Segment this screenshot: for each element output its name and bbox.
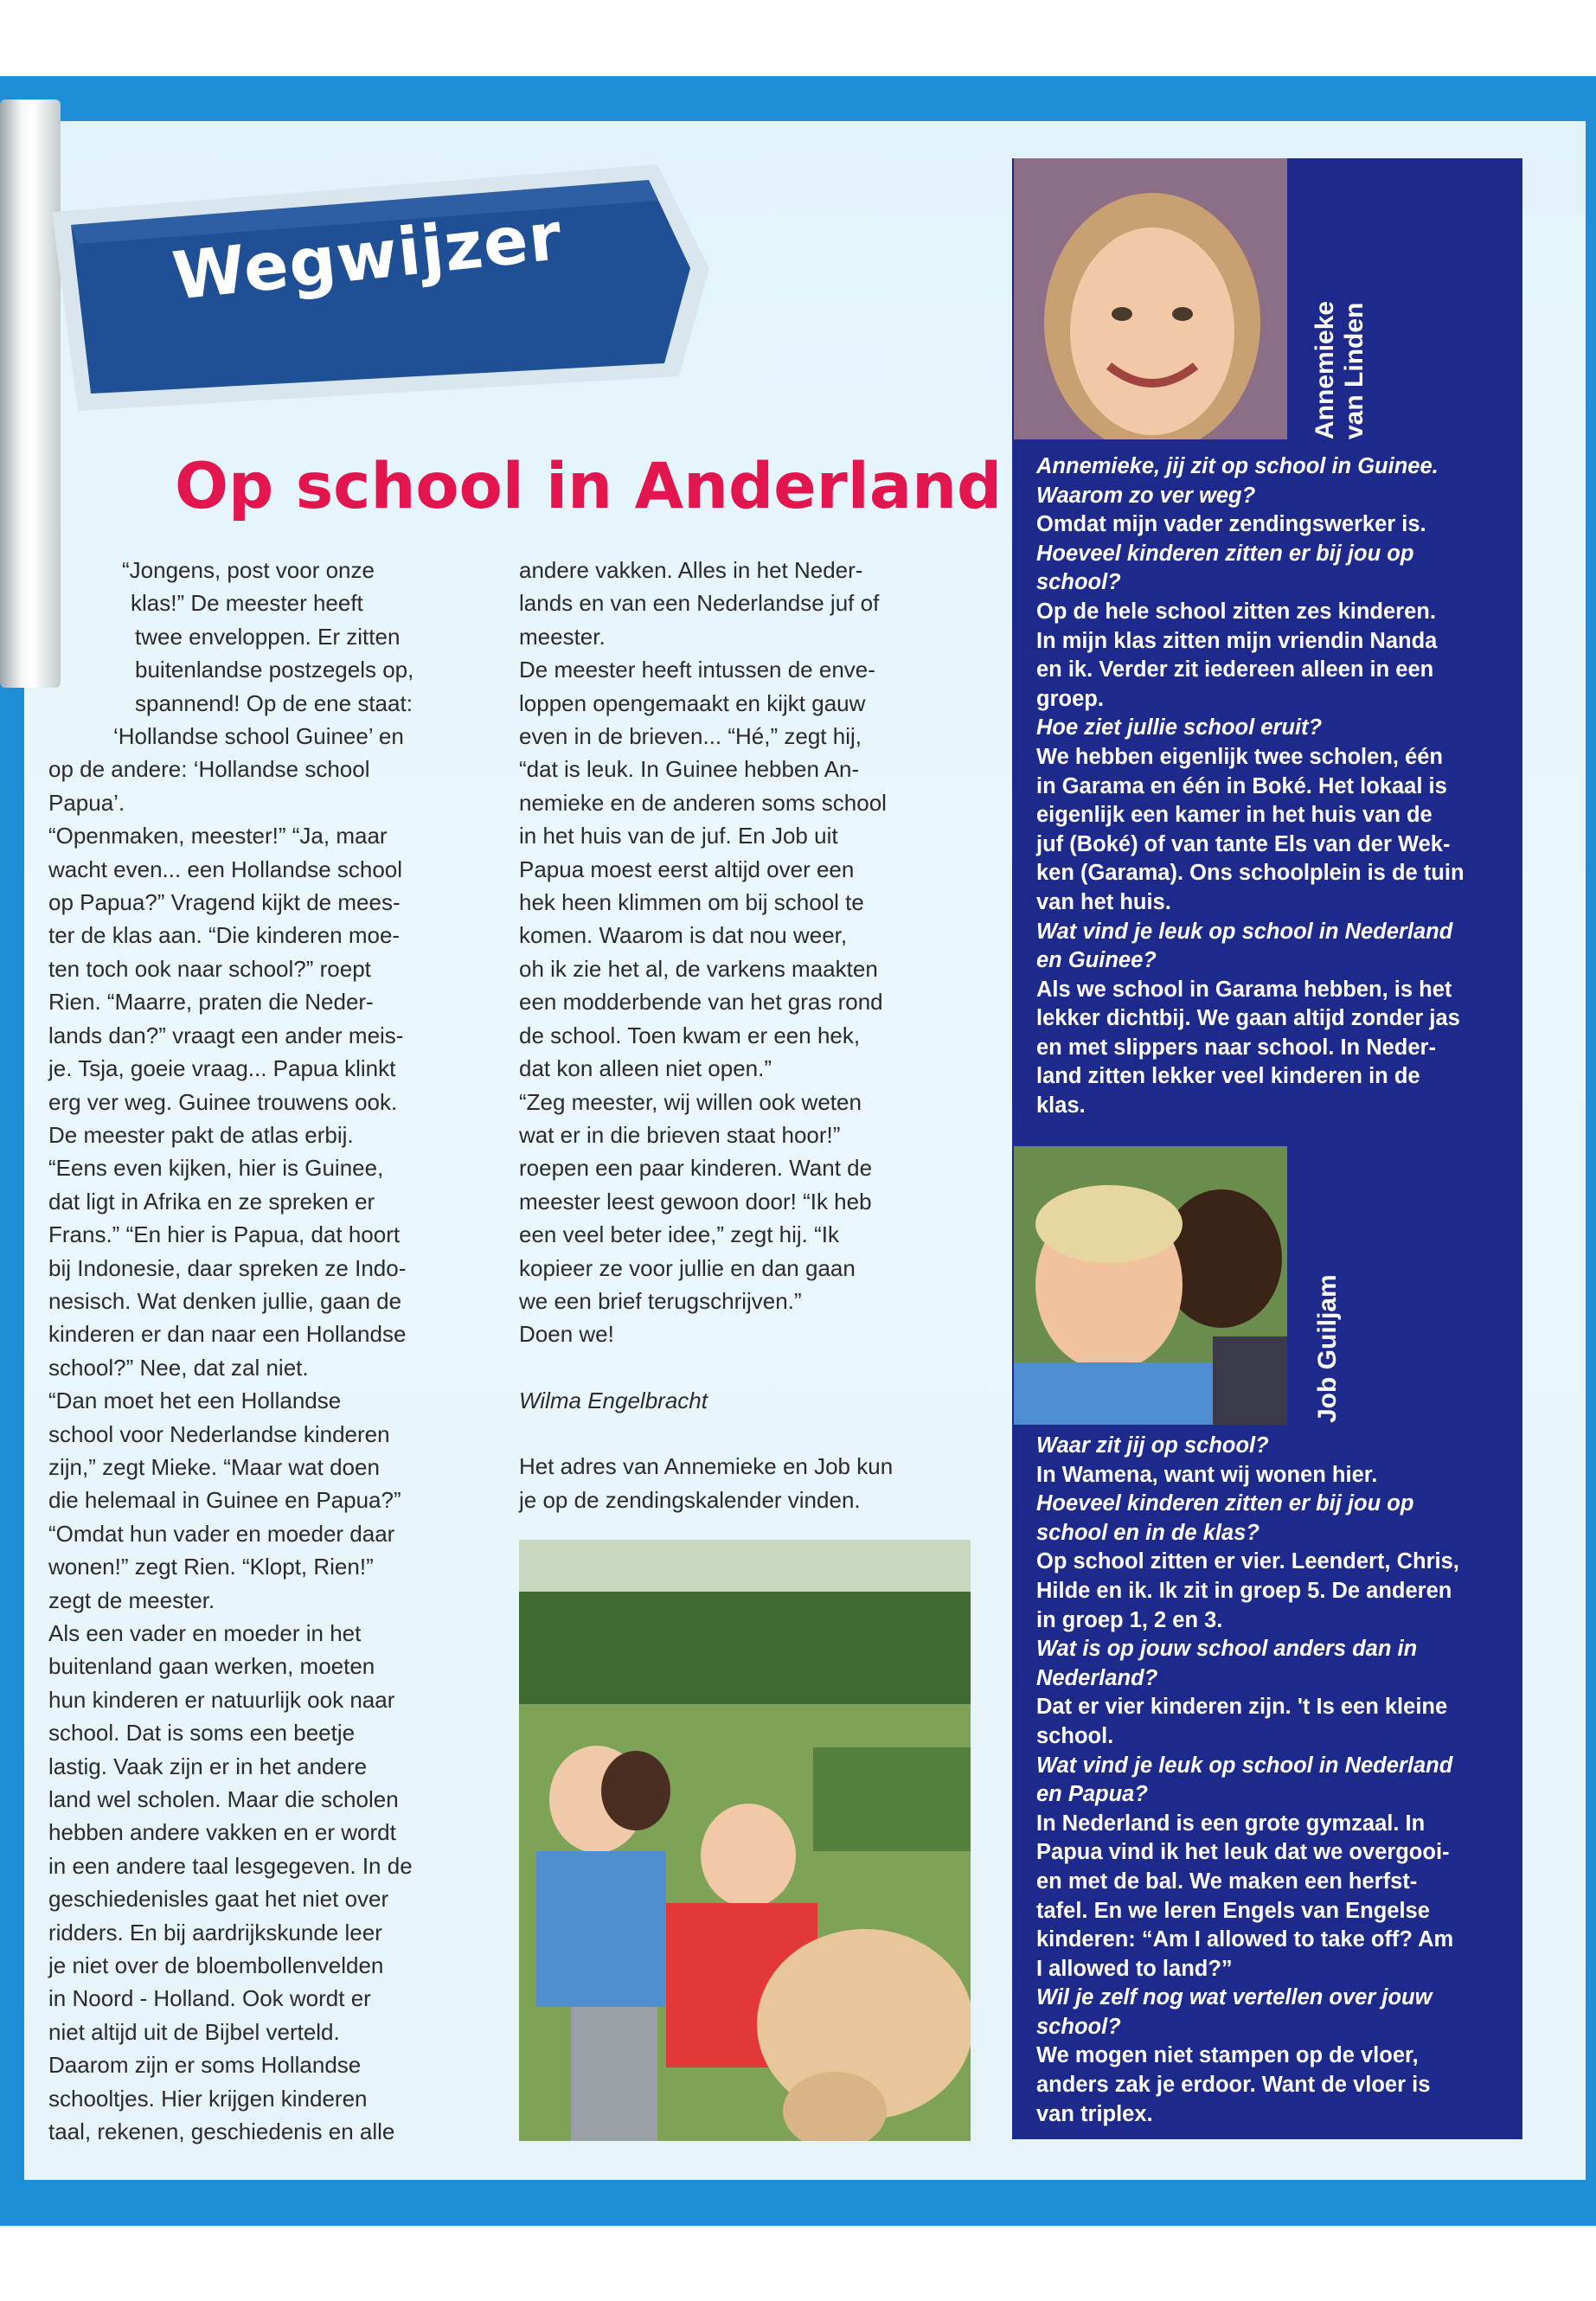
- interview-answer-line: van het huis.: [1036, 889, 1171, 914]
- interview-question-line: Hoe ziet jullie school eruit?: [1036, 715, 1323, 740]
- text-line: Doen we!: [519, 1321, 614, 1348]
- text-line: “Omdat hun vader en moeder daar: [48, 1520, 395, 1547]
- annemieke-name: [1311, 301, 1369, 439]
- interview-question-line: Wat vind je leuk op school in Nederland: [1036, 919, 1453, 944]
- text-line: ‘Hollandse school Guinee’ en: [113, 723, 404, 750]
- interview-question-line: Wil je zelf nog wat vertellen over jouw: [1036, 1985, 1433, 2010]
- text-line: loppen opengemaakt en kijkt gauw: [519, 689, 866, 716]
- interview-answer-line: Dat er vier kinderen zijn. 't Is een kleine: [1036, 1695, 1448, 1720]
- job-photo: [1014, 1146, 1287, 1425]
- text-line: Als een vader en moeder in het: [48, 1620, 362, 1646]
- interview-answer-line: In Wamena, want wij wonen hier.: [1036, 1462, 1378, 1487]
- interview-answer-line: en met slippers naar school. In Neder-: [1036, 1035, 1436, 1060]
- text-line: Frans.” “En hier is Papua, dat hoort: [48, 1221, 401, 1248]
- text-line: buitenland gaan werken, moeten: [48, 1653, 375, 1680]
- text-line: kinderen er dan naar een Hollandse: [48, 1321, 407, 1348]
- interview-answer-line: Hilde en ik. Ik zit in groep 5. De anderen: [1036, 1578, 1452, 1603]
- name-line: van Linden: [1340, 302, 1368, 439]
- job-interview: [1036, 1432, 1459, 2129]
- text-line: die helemaal in Guinee en Papua?”: [48, 1487, 401, 1514]
- text-line: erg ver weg. Guinee trouwens ook.: [48, 1088, 398, 1115]
- text-line: hek heen klimmen om bij school te: [519, 889, 864, 916]
- interview-answer-line: school.: [1036, 1723, 1114, 1748]
- job-name: Job Guiljam: [1313, 1274, 1342, 1423]
- text-line: geschiedenisles gaat het niet over: [48, 1886, 389, 1913]
- interview-answer-line: Op school zitten er vier. Leendert, Chris,: [1036, 1549, 1459, 1574]
- interview-answer-line: We hebben eigenlijk twee scholen, één: [1036, 744, 1443, 769]
- text-line: ridders. En bij aardrijkskunde leer: [48, 1919, 382, 1945]
- text-line: komen. Waarom is dat nou weer,: [519, 922, 848, 949]
- interview-question-line: en Papua?: [1036, 1782, 1148, 1807]
- text-line: lands en van een Nederlandse juf of: [519, 590, 880, 617]
- annemieke-photo: [1014, 158, 1287, 439]
- text-line: de school. Toen kwam er een hek,: [519, 1022, 861, 1048]
- text-line: bij Indonesie, daar spreken ze Indo-: [48, 1254, 407, 1281]
- interview-answer-line: in groep 1, 2 en 3.: [1036, 1607, 1223, 1632]
- interview-answer-line: We mogen niet stampen op de vloer,: [1036, 2043, 1419, 2068]
- interview-question-line: Waar zit jij op school?: [1036, 1433, 1269, 1458]
- interview-answer-line: kinderen: “Am I allowed to take off? Am: [1036, 1927, 1454, 1952]
- text-line: “Eens even kijken, hier is Guinee,: [48, 1155, 384, 1182]
- text-line: “Openmaken, meester!” “Ja, maar: [48, 823, 388, 849]
- article-headline: Op school in Anderland: [175, 450, 1003, 523]
- text-line: school. Dat is soms een beetje: [48, 1720, 356, 1747]
- name-line: Annemieke: [1311, 300, 1339, 439]
- text-line: zijn,” zegt Mieke. “Maar wat doen: [48, 1453, 380, 1480]
- text-line: ter de klas aan. “Die kinderen moe-: [48, 922, 401, 949]
- text-line: zegt de meester.: [48, 1586, 215, 1613]
- text-line: lastig. Vaak zijn er in het andere: [48, 1753, 368, 1779]
- interview-answer-line: Op de hele school zitten zes kinderen.: [1036, 599, 1436, 624]
- text-line: je. Tsja, goeie vraag... Papua klinkt: [48, 1055, 396, 1082]
- text-line: een modderbende van het gras rond: [519, 989, 883, 1016]
- text-line: lands dan?” vraagt een ander meis-: [48, 1022, 404, 1048]
- interview-question-line: Nederland?: [1036, 1665, 1158, 1690]
- text-line: klas!” De meester heeft: [131, 590, 363, 617]
- text-line: dat kon alleen niet open.”: [519, 1055, 772, 1082]
- interview-question-line: Hoeveel kinderen zitten er bij jou op: [1036, 541, 1414, 566]
- interview-question-line: Wat vind je leuk op school in Nederland: [1036, 1753, 1453, 1778]
- text-line: spannend! Op de ene staat:: [135, 689, 413, 716]
- text-line: school?” Nee, dat zal niet.: [48, 1354, 309, 1381]
- interview-answer-line: land zitten lekker veel kinderen in de: [1036, 1064, 1420, 1089]
- text-line: Rien. “Maarre, praten die Neder-: [48, 989, 374, 1016]
- interview-answer-line: anders zak je erdoor. Want de vloer is: [1036, 2073, 1431, 2098]
- text-line: niet altijd uit de Bijbel verteld.: [48, 2018, 340, 2045]
- interview-answer-line: klas.: [1036, 1093, 1086, 1118]
- interview-answer-line: groep.: [1036, 686, 1104, 711]
- text-line: taal, rekenen, geschiedenis en alle: [48, 2118, 395, 2145]
- interview-answer-line: eigenlijk een kamer in het huis van de: [1036, 803, 1433, 828]
- interview-answer-line: en ik. Verder zit iedereen alleen in een: [1036, 657, 1434, 683]
- text-line: wacht even... een Hollandse school: [48, 856, 403, 882]
- interview-answer-line: en met de bal. We maken een herfst-: [1036, 1868, 1418, 1894]
- text-line: wat er in die brieven staat hoor!”: [519, 1121, 841, 1148]
- text-line: nemieke en de anderen soms school: [519, 789, 887, 816]
- text-line: oh ik zie het al, de varkens maakten: [519, 955, 878, 982]
- photo-illustration: [519, 1540, 971, 2141]
- text-line: Daarom zijn er soms Hollandse: [48, 2052, 362, 2079]
- interview-question-line: school?: [1036, 2014, 1121, 2039]
- text-line: dat ligt in Afrika en ze spreken er: [48, 1188, 375, 1215]
- text-line: meester leest gewoon door! “Ik heb: [519, 1188, 872, 1215]
- article-column-1: [48, 554, 472, 2149]
- text-line: schooltjes. Hier krijgen kinderen: [48, 2085, 368, 2112]
- interview-question-line: Wat is op jouw school anders dan in: [1036, 1637, 1418, 1662]
- text-line: je niet over de bloembollenvelden: [48, 1952, 384, 1979]
- interview-answer-line: Als we school in Garama hebben, is het: [1036, 977, 1452, 1002]
- interview-answer-line: Omdat mijn vader zendingswerker is.: [1036, 512, 1426, 537]
- text-line: De meester pakt de atlas erbij.: [48, 1121, 354, 1148]
- text-line: school voor Nederlandse kinderen: [48, 1420, 390, 1447]
- text-line: nesisch. Wat denken jullie, gaan de: [48, 1287, 402, 1314]
- text-line: in Noord - Holland. Ook wordt er: [48, 1985, 371, 2012]
- text-line: op Papua?” Vragend kijkt de mees-: [48, 889, 401, 916]
- text-line: roepen een paar kinderen. Want de: [519, 1155, 873, 1182]
- section-title: Wegwijzer: [169, 197, 566, 315]
- text-line: een veel beter idee,” zegt hij. “Ik: [519, 1221, 839, 1248]
- text-line: “dat is leuk. In Guinee hebben An-: [519, 756, 860, 783]
- text-line: Papua moest eerst altijd over een: [519, 856, 855, 882]
- text-line: De meester heeft intussen de enve-: [519, 657, 875, 683]
- interview-answer-line: lekker dichtbij. We gaan altijd zonder jas: [1036, 1006, 1460, 1031]
- interview-answer-line: tafel. En we leren Engels van Engelse: [1036, 1898, 1430, 1923]
- text-line: meester.: [519, 623, 606, 650]
- annemieke-interview: [1036, 452, 1465, 1121]
- text-line: op de andere: ‘Hollandse school: [48, 756, 370, 783]
- text-line: we een brief terugschrijven.”: [519, 1287, 802, 1314]
- text-line: Papua’.: [48, 789, 125, 816]
- interview-answer-line: juf (Boké) of van tante Els van der Wek-: [1036, 831, 1451, 856]
- portrait-illustration: [1014, 158, 1287, 439]
- text-line: kopieer ze voor jullie en dan gaan: [519, 1254, 856, 1281]
- interview-question-line: school?: [1036, 570, 1121, 595]
- author-signature: Wilma Engelbracht: [519, 1387, 708, 1413]
- text-line: in een andere taal lesgegeven. In de: [48, 1852, 413, 1879]
- interview-answer-line: I allowed to land?”: [1036, 1956, 1233, 1981]
- interview-answer-line: in Garama en één in Boké. Het lokaal is: [1036, 773, 1447, 798]
- text-line: in het huis van de juf. En Job uit: [519, 823, 838, 849]
- interview-answer-line: van triplex.: [1036, 2101, 1153, 2126]
- text-line: “Jongens, post voor onze: [122, 557, 375, 583]
- text-line: twee enveloppen. Er zitten: [135, 623, 401, 650]
- text-line: hebben andere vakken en er wordt: [48, 1819, 396, 1846]
- interview-answer-line: Papua vind ik het leuk dat we overgooi-: [1036, 1840, 1450, 1865]
- interview-answer-line: ken (Garama). Ons schoolplein is de tuin: [1036, 861, 1465, 886]
- interview-question-line: Waarom zo ver weg?: [1036, 483, 1256, 508]
- text-line: andere vakken. Alles in het Neder-: [519, 557, 863, 583]
- text-line: wonen!” zegt Rien. “Klopt, Rien!”: [48, 1554, 374, 1580]
- interview-answer-line: In mijn klas zitten mijn vriendin Nanda: [1036, 628, 1438, 653]
- interview-question-line: en Guinee?: [1036, 948, 1157, 973]
- address-line: je op de zendingskalender vinden.: [519, 1486, 861, 1513]
- text-line: even in de brieven... “Hé,” zegt hij,: [519, 723, 862, 750]
- text-line: “Zeg meester, wij willen ook weten: [519, 1088, 862, 1115]
- text-line: “Dan moet het een Hollandse: [48, 1388, 342, 1414]
- text-line: buitenlandse postzegels op,: [135, 657, 414, 683]
- article-column-2: [519, 554, 969, 1516]
- interview-question-line: Annemieke, jij zit op school in Guinee.: [1036, 454, 1439, 478]
- text-line: hun kinderen er natuurlijk ook naar: [48, 1686, 395, 1713]
- interview-question-line: school en in de klas?: [1036, 1520, 1259, 1545]
- interview-question-line: Hoeveel kinderen zitten er bij jou op: [1036, 1491, 1414, 1516]
- interview-answer-line: In Nederland is een grote gymzaal. In: [1036, 1811, 1426, 1836]
- portrait-illustration: [1014, 1146, 1287, 1425]
- address-line: Het adres van Annemieke en Job kun: [519, 1453, 894, 1480]
- children-with-dog-photo: [519, 1540, 971, 2141]
- text-line: ten toch ook naar school?” roept: [48, 955, 371, 982]
- text-line: land wel scholen. Maar die scholen: [48, 1786, 399, 1813]
